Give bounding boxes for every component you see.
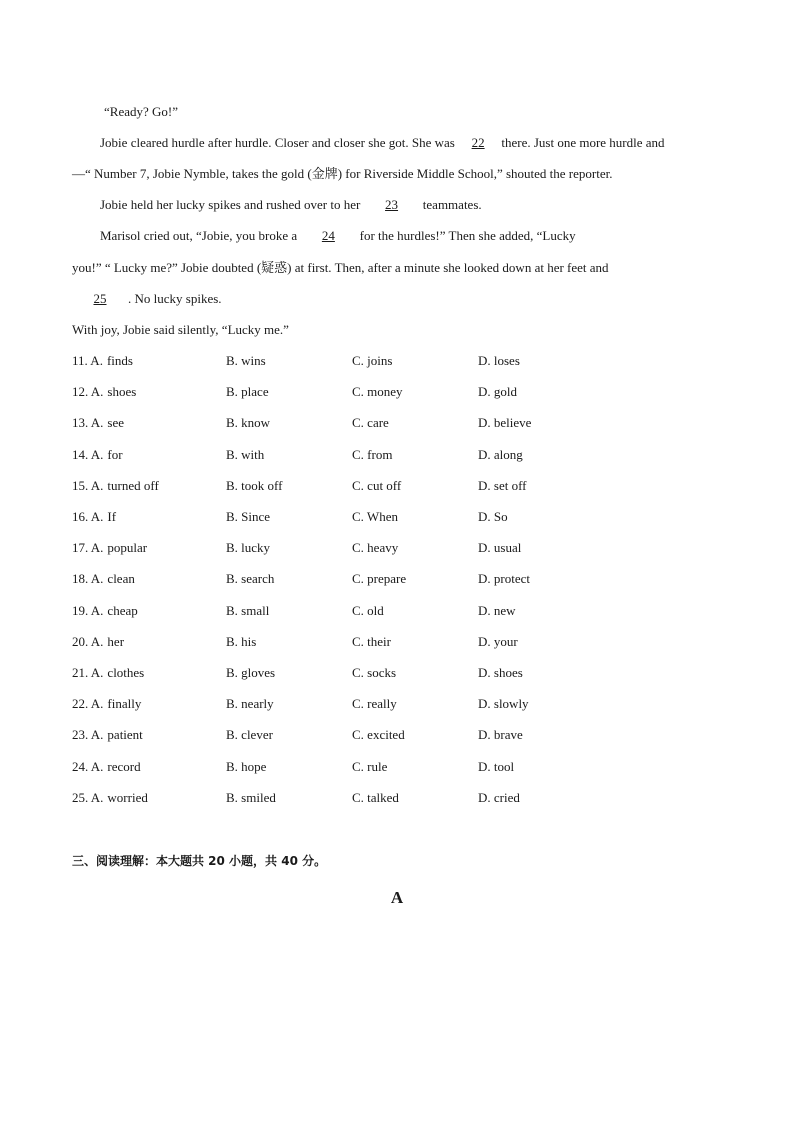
question-number: 17. A. [72,540,104,556]
section-heading: 三、阅读理解：本大题共 20 小题，共 40 分。 [72,854,327,868]
option-c: C. their [352,633,391,649]
option-c: C. socks [352,665,397,680]
question-number: 24. A. [72,758,104,774]
option-b: B. his [226,633,257,649]
question-cell [352,446,392,464]
question-cell [352,539,398,557]
question-number: 23. A. [72,727,104,743]
option-d: D. protect [478,571,530,587]
option-d: D. along [478,446,523,462]
passage-text: Marisol cried out, “Jobie, you broke a [100,228,301,243]
question-cell [226,477,282,495]
question-number: 14. A. [72,446,104,462]
option-b: B. took off [226,477,283,493]
option-c: C. really [352,696,397,712]
option-c: C. care [352,415,389,431]
question-cell [226,570,274,588]
option-a: see [107,415,125,431]
question-cell [352,414,389,432]
option-d: D. gold [478,384,517,400]
option-d: D. shoes [478,665,523,680]
question-number: 20. A. [72,633,104,649]
option-a: patient [107,727,143,743]
option-c: C. excited [352,727,405,743]
question-cell [72,602,138,620]
option-a: clothes [107,665,145,680]
question-cell [72,508,116,526]
passage-line-2 [100,134,665,152]
option-a: her [107,633,125,649]
question-cell [478,508,508,526]
question-cell [72,695,141,713]
option-b: B. wins [226,353,266,368]
question-cell [72,664,144,682]
option-d: D. your [478,633,518,649]
option-a: popular [107,540,148,556]
question-cell [226,758,266,776]
option-d: D. So [478,509,508,524]
question-cell [478,539,521,557]
option-d: D. tool [478,758,515,774]
question-cell [226,508,270,526]
passage-text: Jobie held her lucky spikes and rushed over to her [100,197,364,212]
option-b: B. gloves [226,665,276,680]
option-c: C. money [352,384,403,400]
option-b: B. small [226,602,270,618]
question-cell [478,758,514,776]
option-d: D. slowly [478,696,529,712]
question-cell [226,726,273,744]
passage-text: teammates. [419,197,482,212]
question-number: 16. A. [72,509,104,524]
question-cell [72,570,135,588]
question-number: 21. A. [72,665,104,680]
passage-text: Jobie cleared hurdle after hurdle. Closer and closer she got. She was [100,135,459,150]
passage-text: . No lucky spikes. [128,291,222,306]
option-b: B. search [226,571,275,587]
option-c: C. When [352,509,398,524]
question-cell [478,602,516,620]
option-a: record [107,758,141,774]
blank-23: 23 [385,197,399,212]
option-d: D. cried [478,789,520,805]
option-c: C. prepare [352,571,407,587]
question-cell [478,477,527,495]
option-a: worried [107,789,148,805]
option-a: If [107,509,117,524]
blank-24: 24 [321,228,335,243]
question-cell [72,414,124,432]
option-a: clean [107,571,135,587]
question-cell [226,352,266,370]
option-d: D. set off [478,477,527,493]
passage-line-8: With joy, Jobie said silently, “Lucky me.” [72,322,289,337]
question-cell [226,602,269,620]
option-d: D. brave [478,727,523,743]
question-cell [72,726,143,744]
option-c: C. cut off [352,477,402,493]
question-cell [478,664,523,682]
question-cell [352,633,391,651]
blank-22: 22 [471,135,485,150]
question-cell [72,446,123,464]
question-cell [72,383,136,401]
question-cell [72,352,133,370]
question-cell [226,539,270,557]
option-b: B. lucky [226,540,271,556]
question-cell [352,602,384,620]
question-cell [226,414,270,432]
option-a: cheap [107,602,138,618]
question-cell [478,352,520,370]
option-b: B. Since [226,509,271,524]
question-cell [352,695,397,713]
option-b: B. with [226,446,265,462]
passage-line-1: “Ready? Go!” [104,104,178,119]
question-number: 19. A. [72,602,104,618]
option-c: C. joins [352,353,393,368]
option-b: B. smiled [226,789,276,805]
option-b: B. know [226,415,271,431]
option-d: D. loses [478,353,520,368]
question-cell [478,789,520,807]
question-cell [478,695,529,713]
option-a: finds [106,353,133,368]
question-cell [72,633,124,651]
option-a: shoes [107,384,137,400]
question-cell [352,664,396,682]
question-cell [352,383,403,401]
question-number: 18. A. [72,571,104,587]
question-cell [72,789,148,807]
option-c: C. from [352,446,393,462]
option-c: C. rule [352,758,388,774]
option-c: C. heavy [352,540,399,556]
option-b: B. nearly [226,696,274,712]
question-cell [226,383,269,401]
question-number: 15. A. [72,477,104,493]
question-cell [478,633,518,651]
question-cell [72,477,159,495]
option-d: D. usual [478,540,522,556]
option-d: D. believe [478,415,532,431]
option-c: C. old [352,602,384,618]
option-c: C. talked [352,789,399,805]
question-number: 12. A. [72,384,104,400]
question-cell [352,508,398,526]
question-cell [352,758,387,776]
passage-text: there. Just one more hurdle and [498,135,665,150]
blank-25: 25 [93,291,107,306]
passage-line-5 [100,227,576,245]
option-a: turned off [107,477,159,493]
question-cell [478,726,523,744]
question-cell [72,539,147,557]
question-cell [352,352,392,370]
option-d: D. new [478,602,516,618]
passage-line-3: —“ Number 7, Jobie Nymble, takes the gold (金牌) for Riverside Middle School,” shouted the reporter. [72,166,613,181]
question-cell [478,414,531,432]
question-cell [478,383,517,401]
passage-line-6: you!” “ Lucky me?” Jobie doubted (疑惑) at first. Then, after a minute she looked down at her feet and [72,260,609,275]
question-cell [72,758,141,776]
option-b: B. hope [226,758,267,774]
option-b: B. clever [226,727,273,743]
question-cell [352,726,405,744]
question-cell [352,477,401,495]
question-cell [226,664,275,682]
question-number: 11. A. [72,353,103,368]
question-cell [352,570,406,588]
question-number: 22. A. [72,696,104,712]
question-cell [226,633,256,651]
question-number: 25. A. [72,789,104,805]
option-b: B. place [226,384,269,400]
option-a: for [107,446,123,462]
part-label: A [390,888,404,907]
passage-line-4 [100,196,482,214]
question-cell [226,446,264,464]
passage-text: for the hurdles!” Then she added, “Lucky [356,228,576,243]
question-number: 13. A. [72,415,104,431]
question-cell [226,789,276,807]
question-cell [226,695,274,713]
question-cell [478,446,523,464]
question-cell [478,570,530,588]
passage-line-7 [72,290,222,308]
question-cell [352,789,399,807]
option-a: finally [107,696,142,712]
